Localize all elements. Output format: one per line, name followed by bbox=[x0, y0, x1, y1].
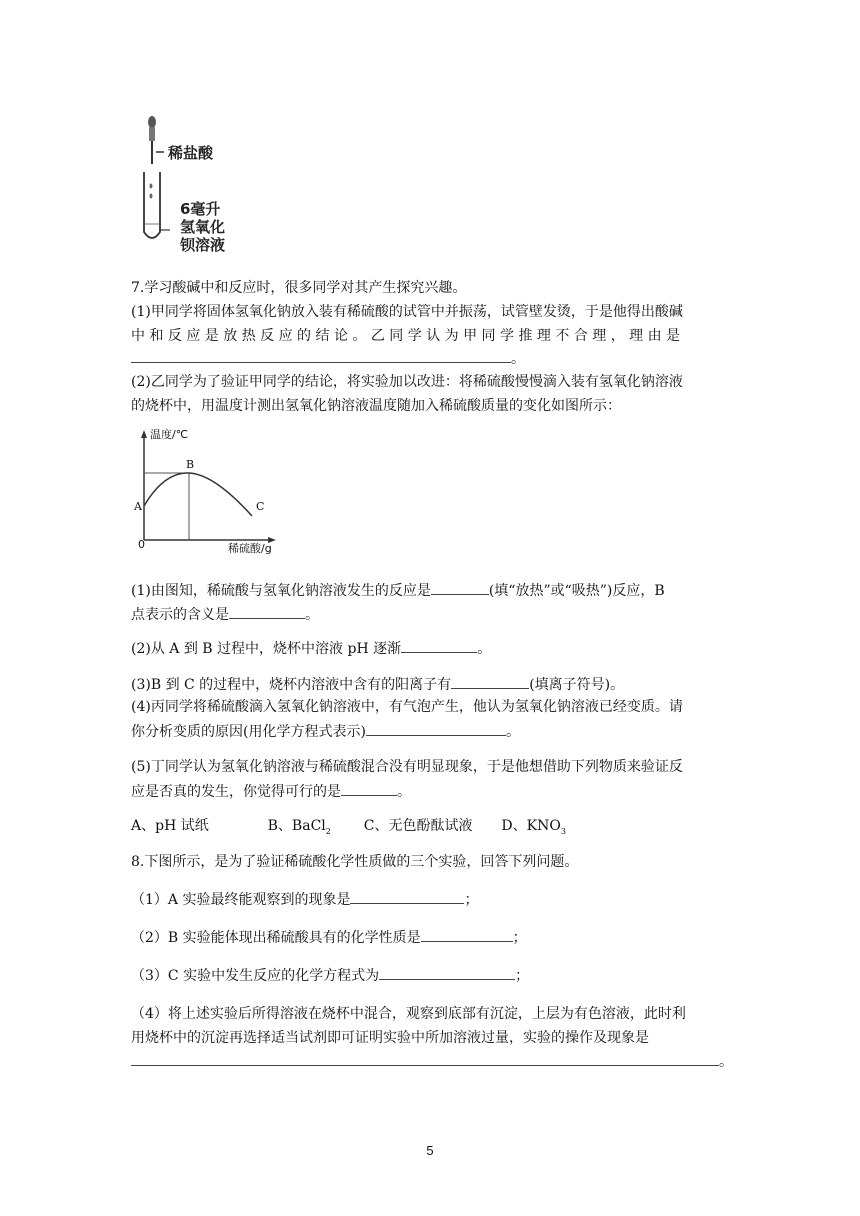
answer-blank[interactable] bbox=[366, 721, 506, 736]
point-c-label: C bbox=[256, 500, 265, 513]
tube-label-line2: 氢氧化 bbox=[180, 218, 226, 236]
q7-s5-line1: (5)丁同学认为氢氧化钠溶液与稀硫酸混合没有明显现象，于是他想借助下列物质来验证反 bbox=[131, 759, 683, 775]
q7-p2-line2: 的烧杯中，用温度计测出氢氧化钠溶液温度随加入稀硫酸质量的变化如图所示： bbox=[131, 398, 621, 414]
q7-s4-line2: 你分析变质的原因(用化学方程式表示) 。 bbox=[131, 721, 734, 742]
q7-options bbox=[131, 816, 734, 842]
q7-p1-line3: 。 bbox=[131, 348, 734, 369]
q8-s3: （3）C 实验中发生反应的化学方程式为 ； bbox=[131, 965, 734, 986]
answer-blank[interactable] bbox=[131, 348, 511, 363]
q7-title: 7.学习酸碱中和反应时，很多同学对其产生探究兴趣。 bbox=[131, 280, 467, 296]
q8-s2: （2）B 实验能体现出稀硫酸具有的化学性质是 ； bbox=[131, 927, 734, 948]
dropper-label: 稀盐酸 bbox=[168, 144, 214, 162]
q7-s2: (2)从 A 到 B 过程中，烧杯中溶液 pH 逐渐 。 bbox=[131, 638, 734, 659]
y-axis-arrow bbox=[141, 430, 147, 438]
option-b: B、BaCl$_2$ bbox=[267, 818, 331, 836]
point-b-label: B bbox=[186, 458, 195, 471]
page-number: 5 bbox=[426, 1143, 434, 1158]
q8-s4-line2: 用烧杯中的沉淀再选择适当试剂即可证明实验中所加溶液过量，实验的操作及现象是 bbox=[131, 1030, 649, 1046]
answer-blank[interactable] bbox=[350, 889, 464, 904]
temperature-chart bbox=[132, 428, 282, 558]
dropper-tube-figure bbox=[130, 112, 240, 262]
q7-p2-line1: (2)乙同学为了验证甲同学的结论，将实验加以改进：将稀硫酸慢慢滴入装有氢氧化钠溶液 bbox=[131, 374, 683, 390]
q7-s1-line2: 点表示的含义是 。 bbox=[131, 604, 734, 625]
q8-s4-line3: 。 bbox=[131, 1051, 734, 1072]
y-axis-label: 温度/℃ bbox=[150, 428, 189, 441]
option-d: D、$KNO_3$ bbox=[501, 818, 566, 836]
answer-blank[interactable] bbox=[229, 604, 305, 619]
tube-label-volume: 6毫升 bbox=[180, 200, 221, 218]
q8-s1: （1）A 实验最终能观察到的现象是 ； bbox=[131, 889, 734, 910]
answer-blank[interactable] bbox=[451, 674, 529, 689]
q8-title: 8.下图所示，是为了验证稀硫酸化学性质做的三个实验，回答下列问题。 bbox=[131, 854, 579, 870]
tube-label-line3: 钡溶液 bbox=[180, 236, 226, 254]
q7-s1-line1: (1)由图知，稀硫酸与氢氧化钠溶液发生的反应是 (填“放热”或“吸热”)反应，B bbox=[131, 580, 734, 601]
answer-blank[interactable] bbox=[379, 965, 515, 980]
x-axis-label: 稀硫酸/g bbox=[228, 542, 272, 555]
option-a: A、pH 试纸 bbox=[131, 818, 209, 834]
q7-p1-line2: 中 和 反 应 是 放 热 反 应 的 结 论 。 乙 同 学 认 为 甲 同 学 推 理 不 合 理 ， 理 由 是 bbox=[131, 328, 681, 344]
answer-blank[interactable] bbox=[131, 1051, 719, 1066]
point-a-label: A bbox=[134, 500, 142, 513]
temperature-chart-svg bbox=[132, 428, 282, 558]
q8-s4-line1: （4）将上述实验后所得溶液在烧杯中混合，观察到底部有沉淀，上层为有色溶液，此时利 bbox=[131, 1006, 686, 1022]
q7-s5-line2: 应是否真的发生，你觉得可行的是 。 bbox=[131, 781, 734, 802]
origin-label: 0 bbox=[138, 538, 145, 551]
answer-blank[interactable] bbox=[431, 580, 489, 595]
temperature-curve bbox=[144, 473, 252, 516]
answer-blank[interactable] bbox=[341, 781, 397, 796]
q7-p1-line1: (1)甲同学将固体氢氧化钠放入装有稀硫酸的试管中并振荡，试管壁发烫，于是他得出酸碱 bbox=[131, 304, 683, 320]
answer-blank[interactable] bbox=[401, 638, 477, 653]
option-c: C、无色酚酞试液 bbox=[363, 818, 473, 834]
q7-s3: (3)B 到 C 的过程中，烧杯内溶液中含有的阳离子有 (填离子符号)。 bbox=[131, 674, 734, 695]
answer-blank[interactable] bbox=[421, 927, 513, 942]
q7-s4-line1: (4)丙同学将稀硫酸滴入氢氧化钠溶液中，有气泡产生，他认为氢氧化钠溶液已经变质。请 bbox=[131, 699, 683, 715]
